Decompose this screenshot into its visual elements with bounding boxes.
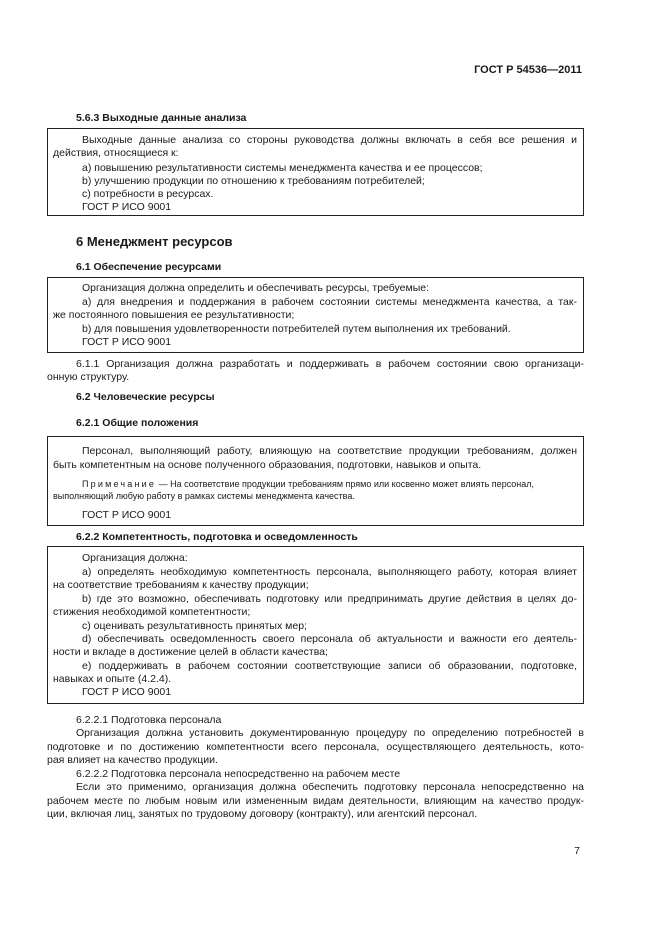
box-line: c) оценивать результативность принятых мер;: [82, 620, 307, 632]
box-line: c) потребности в ресурсах.: [82, 188, 214, 200]
reference-line: ГОСТ Р ИСО 9001: [82, 686, 172, 698]
reference-line: ГОСТ Р ИСО 9001: [82, 336, 172, 348]
box-line: ности и вкладе в достижение целей в области качества;: [53, 646, 328, 658]
paragraph-line: Организация должна установить документированную процедуру по определению потребностей в: [76, 727, 584, 739]
paragraph-line: 6.1.1 Организация должна разработать и поддерживать в рабочем состоянии свою организаци-: [76, 358, 584, 370]
note-label: Примечание: [82, 479, 157, 489]
document-code: ГОСТ Р 54536—2011: [474, 64, 582, 76]
subheading-6-2-2-1: 6.2.2.1 Подготовка персонала: [76, 714, 222, 726]
page-number: 7: [574, 845, 580, 857]
quote-box-6-1: [47, 277, 584, 353]
paragraph-line: Если это применимо, организация должна обеспечить подготовку персонала непосредственно на: [76, 781, 584, 793]
box-line: e) поддерживать в рабочем состоянии соответствующие записи об образовании, подготовке,: [82, 660, 577, 672]
box-line: же постоянного повышения ее результативности;: [53, 309, 295, 321]
box-line: Выходные данные анализа со стороны руководства должны включать в себя все решения и: [82, 134, 577, 146]
box-line: b) для повышения удовлетворенности потребителей путем выполнения их требований.: [82, 323, 511, 335]
paragraph-6-1-1: [47, 358, 584, 388]
box-line: a) повышению результативности системы менеджмента качества и ее процессов;: [82, 162, 483, 174]
reference-line: ГОСТ Р ИСО 9001: [82, 201, 172, 213]
quote-box-6-2-2: [47, 546, 584, 704]
section-heading-6-2-2: 6.2.2 Компетентность, подготовка и осведомленность: [76, 531, 358, 543]
note-line: выполняющий любую работу в рамках системы менеджмента качества.: [53, 491, 355, 501]
paragraph-line: рабочем месте по любым новым или измененным видам деятельности, влияющим на качество продук-: [47, 795, 584, 807]
box-line: навыках и опыте (4.2.4).: [53, 673, 172, 685]
paragraph-line: ции, включая лиц, занятых по трудовому договору (контракту), или агентский персонал.: [47, 808, 478, 820]
box-line: Организация должна определить и обеспечивать ресурсы, требуемые:: [82, 282, 430, 294]
box-line: Организация должна:: [82, 552, 188, 564]
section-heading-6-2-1: 6.2.1 Общие положения: [76, 417, 199, 429]
box-line: быть компетентным на основе полученного образования, подготовки, навыков и опыта.: [53, 459, 482, 471]
box-line: a) для внедрения и поддержания в рабочем состоянии системы менеджмента качества, а так-: [82, 296, 577, 308]
section-heading-6-1: 6.1 Обеспечение ресурсами: [76, 261, 222, 273]
box-line: стижения необходимой компетентности;: [53, 606, 251, 618]
quote-box-6-2-1: [47, 436, 584, 526]
box-line: a) определять необходимую компетентность персонала, выполняющего работу, которая влияет: [82, 566, 577, 578]
subheading-6-2-2-2: 6.2.2.2 Подготовка персонала непосредственно на рабочем месте: [76, 768, 401, 780]
paragraph-6-2-2-1: [47, 714, 584, 826]
box-line: Персонал, выполняющий работу, влияющую на соответствие продукции требованиям, должен: [82, 445, 577, 457]
section-heading-6: 6 Менеджмент ресурсов: [76, 234, 233, 249]
quote-box-5-6-3: [47, 128, 584, 216]
paragraph-line: подготовке и по достижению компетентности всего персонала, осуществляющего деятельность, кото-: [47, 741, 584, 753]
box-line: b) улучшению продукции по отношению к требованиям потребителей;: [82, 175, 425, 187]
note-text: — На соответствие продукции требованиям прямо или косвенно может влиять персонал,: [156, 479, 535, 489]
box-line: на соответствие требованиям к качеству продукции;: [53, 579, 309, 591]
box-line: d) обеспечивать осведомленность своего персонала об актуальности и важности его деятель-: [82, 633, 577, 645]
box-line: b) где это возможно, обеспечивать подготовку или предпринимать другие действия в целях до-: [82, 593, 577, 605]
paragraph-line: онную структуру.: [47, 371, 130, 383]
reference-line: ГОСТ Р ИСО 9001: [82, 509, 172, 521]
section-heading-5-6-3: 5.6.3 Выходные данные анализа: [76, 112, 247, 124]
paragraph-line: рая влияет на качество продукции.: [47, 754, 218, 766]
section-heading-6-2: 6.2 Человеческие ресурсы: [76, 391, 215, 403]
box-line: действия, относящиеся к:: [53, 147, 179, 159]
